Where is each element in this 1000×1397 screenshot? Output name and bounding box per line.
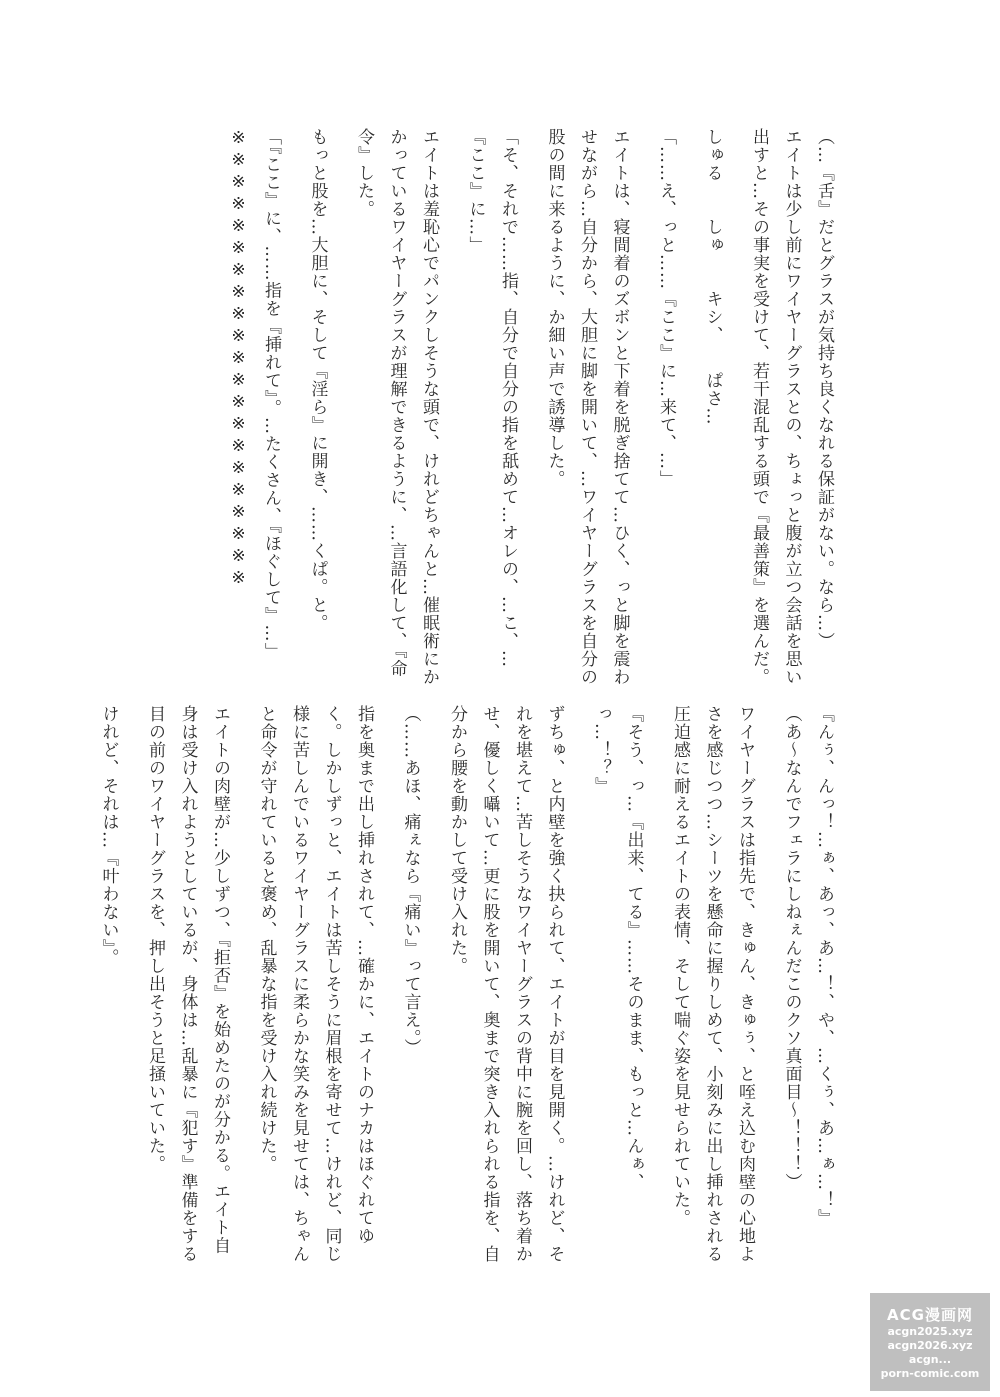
upper-text-column (100, 128, 840, 688)
paragraph: もっと股を…大胆に、そして『淫ら』に開き、……くぱ。と。 (307, 128, 328, 632)
watermark-url: acgn2026.xyz (887, 1338, 973, 1352)
paragraph: けれど、それは…『叶わない』。 (98, 705, 119, 967)
thought: （あ〜なんでフェラにしねぇんだこのクソ真面目〜！！！） (781, 705, 802, 1191)
dialogue: 「『ここ』に、……指を『挿れて』。…たくさん、『ほぐして』…」 (261, 128, 281, 661)
watermark-url: acgn2025.xyz (887, 1324, 973, 1338)
watermark-title: ACG漫画网 (887, 1305, 973, 1324)
paragraph: 指を奥まで出し挿れされて、…確かに、エイトのナカはほぐれてゆく。しかしずっと、エイトは苦しそうに眉根を寄せて…けれど、同じ様に苦しんでいるワイヤーグラスに柔らかな笑みを見せては、ちゃんと命令が守れていると褒め、乱暴な指を受け入れ続けた。 (256, 705, 374, 1263)
watermark-url: porn-comic.com (880, 1366, 980, 1380)
site-watermark (870, 1293, 990, 1391)
paragraph: ワイヤーグラスは指先で、きゅん、きゅぅ、と咥え込む肉壁の心地よさを感じつつ…シーツを懸命に握りしめて、小刻みに出し挿れされる圧迫感に耐えるエイトの表情、そして喘ぐ姿を見せられていた。 (670, 705, 755, 1263)
sound-effect: しゅる しゅ キシ、 ぱさ… (702, 128, 723, 426)
dialogue: 『んぅ、んっ！…ぁ、あっ、あ…！、や、…くぅ、あ…ぁ…！』 (814, 705, 834, 1227)
section-divider: ※※※※※※※※※※※※※※※※※※※※※ (228, 128, 249, 590)
dialogue: 「……え、っと……『ここ』に…来て、…」 (656, 128, 676, 488)
paragraph: ずちゅ、と内壁を強く抉られて、エイトが目を見開く。…けれど、それを堪えて…苦しそうなワイヤーグラスの背中に腕を回し、落ち着かせ、優しく囁いて…更に股を開いて、奥まで突き入れられる指を、自分から腰を動かして受け入れた。 (447, 705, 565, 1263)
lower-text-column (80, 705, 840, 1265)
thought: （……あほ、痛ぇなら『痛い』って言え。） (400, 705, 421, 1057)
paragraph: エイトの肉壁が…少しずつ、『拒否』を始めたのが分かる。エイト自身は受け入れようとしているが、身体は…乱暴に『犯す』準備をする目の前のワイヤーグラスを、押し出そうと足掻いていた。 (145, 705, 230, 1263)
watermark-url: acgn... (908, 1352, 952, 1366)
paragraph: エイトは羞恥心でパンクしそうな頭で、けれどちゃんと…催眠術にかかっているワイヤーグラスが理解できるように、…言語化して、『命令』した。 (354, 128, 439, 686)
dialogue: 「そ、それで……指、自分で自分の指を舐めて…オレの、…こ、…『ここ』に…」 (465, 128, 518, 668)
paragraph: エイトは、寝間着のズボンと下着を脱ぎ捨てて…ひく、っと脚を震わせながら…自分から、大胆に脚を開いて、…ワイヤーグラスを自分の股の間に来るように、か細い声で誘導した。 (544, 128, 630, 686)
paragraph: （…『舌』だとグラスが気持ち良くなれる保証がない。なら…） (814, 128, 834, 650)
dialogue: 『そう、っ…『出来、てる』……そのまま、もっと…んぁ、っ…！？』 (591, 705, 644, 1191)
paragraph: エイトは少し前にワイヤーグラスとの、ちょっと腹が立つ会話を思い出すと…その事実を受けて、若干混乱する頭で『最善策』を選んだ。 (749, 128, 802, 686)
